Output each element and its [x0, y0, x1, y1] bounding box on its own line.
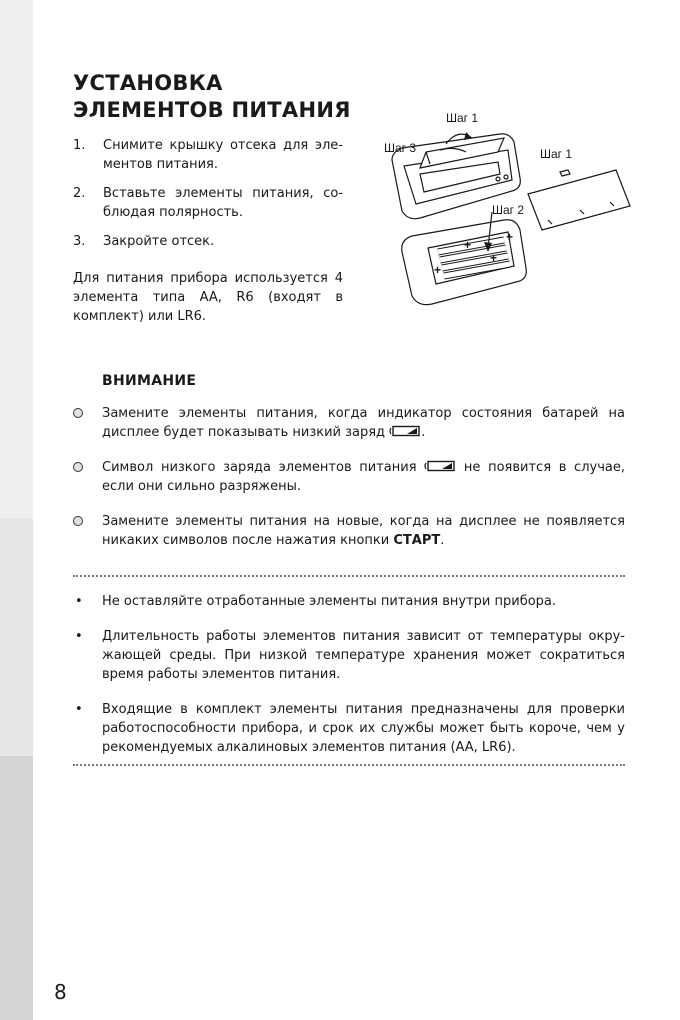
plus-sign: +	[434, 263, 442, 277]
low-battery-icon	[389, 425, 421, 437]
page-number: 8	[54, 980, 67, 1004]
low-battery-icon	[424, 460, 456, 472]
step-item	[73, 136, 343, 174]
plus-sign: +	[464, 238, 472, 252]
step-item	[73, 232, 343, 251]
label-step2: Шаг 2	[492, 203, 525, 217]
note-item	[73, 700, 625, 757]
attention-heading: ВНИМАНИЕ	[102, 373, 197, 389]
notes-list	[73, 592, 625, 773]
title-line-1: УСТАНОВКА	[73, 71, 223, 95]
circle-bullet-icon	[73, 462, 83, 472]
plus-sign: +	[490, 251, 498, 265]
label-step3: Шаг 3	[384, 141, 417, 155]
circle-bullet-icon	[73, 516, 83, 526]
note-text: Входящие в комплект элементы питания предназначены для проверки работоспособности прибора, и срок их службы может быть короче, чем у рекомендуемых алкалиновых элементов питания (AA, LR6).	[102, 702, 625, 755]
dot-bullet: •	[75, 629, 83, 644]
step-item	[73, 184, 343, 222]
sidebar-band-bottom	[0, 756, 33, 1020]
sidebar-band-middle	[0, 518, 33, 756]
title-line-2: ЭЛЕМЕНТОВ ПИТАНИЯ	[73, 98, 351, 122]
page-title	[73, 70, 351, 124]
note-item	[73, 627, 625, 684]
step-number: 1.	[73, 138, 86, 153]
attention-item	[73, 512, 625, 550]
note-text: Не оставляйте отработанные элементы питания внутри прибора.	[102, 594, 557, 609]
note-item	[73, 592, 625, 611]
battery-note: Для питания прибора используется 4 элемента типа AA, R6 (входят в комплект) или LR6.	[73, 271, 343, 324]
attention-list	[73, 404, 625, 566]
dotted-divider	[73, 575, 625, 577]
step-text: Закройте отсек.	[103, 234, 215, 249]
label-step1-top: Шаг 1	[446, 111, 479, 125]
step-text: Снимите крышку отсека для элементов питания.	[103, 138, 343, 172]
attention-text-end: не появится в случае, если они сильно разряжены.	[102, 460, 625, 494]
start-button-name: СТАРТ	[393, 533, 441, 548]
sidebar-band-top	[0, 0, 33, 518]
attention-item	[73, 404, 625, 442]
note-text: Длительность работы элементов питания зависит от температуры окружающей среды. При низкой температуре хранения может сократиться время работы элементов питания.	[102, 629, 625, 682]
attention-text: Символ низкого заряда элементов питания	[102, 460, 417, 475]
dot-bullet: •	[75, 702, 83, 717]
attention-item	[73, 458, 625, 496]
dot-bullet: •	[75, 594, 83, 609]
attention-text: Замените элементы питания на новые, когда на дисплее не появляется никаких символов после нажатия кнопки	[102, 514, 625, 548]
battery-installation-illustration	[380, 108, 640, 308]
plus-sign: +	[506, 230, 514, 244]
step-number: 2.	[73, 186, 86, 201]
step-number: 3.	[73, 234, 86, 249]
circle-bullet-icon	[73, 408, 83, 418]
step-text: Вставьте элементы питания, соблюдая полярность.	[103, 186, 343, 220]
attention-text: Замените элементы питания, когда индикатор состояния батарей на дисплее будет показывать низкий заряд	[102, 406, 625, 440]
installation-steps	[73, 136, 343, 261]
attention-text-end: .	[440, 533, 445, 548]
attention-text-end: .	[421, 425, 426, 440]
label-step1-right: Шаг 1	[540, 147, 573, 161]
dotted-divider	[73, 764, 625, 766]
